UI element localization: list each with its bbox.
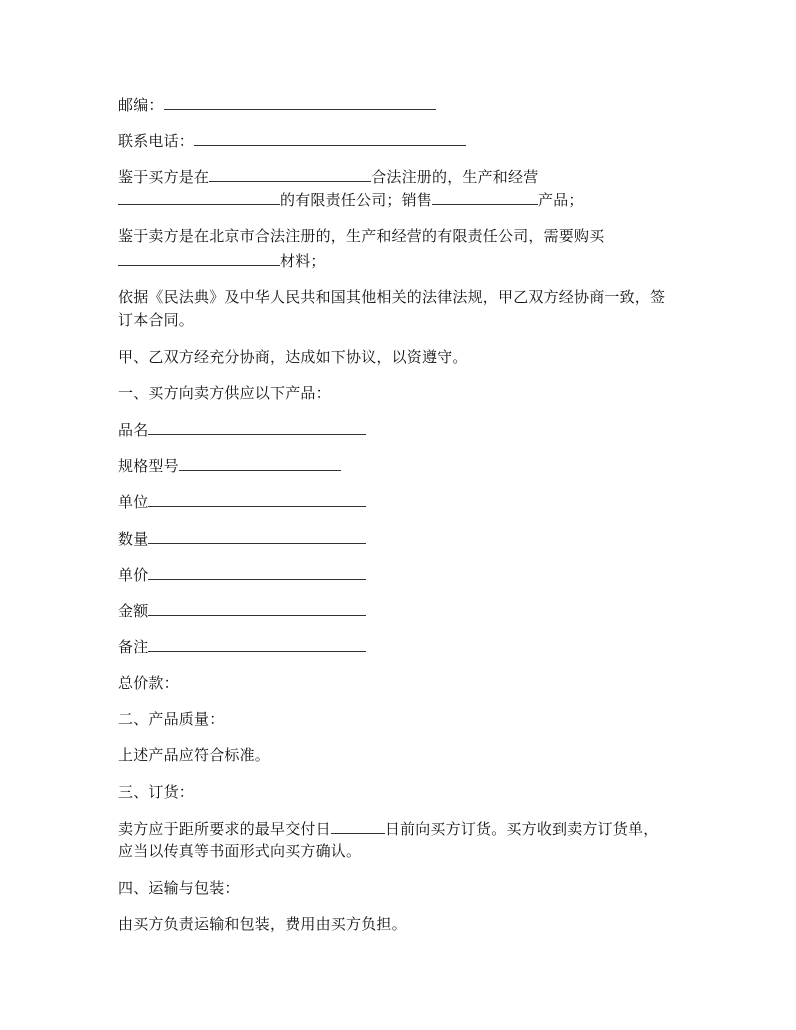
section-4-heading bbox=[118, 877, 680, 900]
section-2-heading bbox=[118, 708, 680, 731]
buyer-intro-text-d: 产品； bbox=[538, 191, 584, 209]
seller-material-blank[interactable] bbox=[118, 249, 280, 266]
seller-intro-text-a: 鉴于卖方是在北京市合法注册的，生产和经营的有限责任公司，需要购买 bbox=[118, 227, 605, 245]
order-days-blank[interactable] bbox=[331, 817, 385, 834]
basis-text-1: 依据《民法典》及中华人民共和国其他相关的法律法规，甲乙双方经协商一致，签 bbox=[118, 288, 666, 306]
basis-line-1 bbox=[118, 286, 680, 309]
total-label: 总价款： bbox=[118, 674, 179, 692]
basis-line-2 bbox=[118, 309, 680, 332]
quality-text: 上述产品应符合标准。 bbox=[118, 746, 271, 764]
quality-line bbox=[118, 744, 680, 767]
item-note-label: 备注 bbox=[118, 638, 149, 656]
buyer-intro-text-c: 的有限责任公司；销售 bbox=[280, 191, 433, 209]
item-name-label: 品名 bbox=[118, 421, 149, 439]
seller-intro-line-1 bbox=[118, 225, 680, 248]
order-text-2: 应当以传真等书面形式向买方确认。 bbox=[118, 842, 362, 860]
section-3-heading bbox=[118, 781, 680, 804]
postcode-label: 邮编： bbox=[118, 96, 164, 114]
item-spec-label: 规格型号 bbox=[118, 457, 179, 475]
transport-line bbox=[118, 913, 680, 936]
section-2-text: 二、产品质量： bbox=[118, 710, 225, 728]
item-price-line bbox=[118, 563, 680, 587]
buyer-intro-line-2 bbox=[118, 188, 680, 212]
phone-blank[interactable] bbox=[194, 129, 466, 146]
seller-intro-line-2 bbox=[118, 249, 680, 273]
section-4-text: 四、运输与包装： bbox=[118, 879, 240, 897]
item-qty-label: 数量 bbox=[118, 530, 149, 548]
phone-label: 联系电话： bbox=[118, 132, 195, 150]
phone-line bbox=[118, 129, 680, 153]
buyer-intro-text-b: 合法注册的，生产和经营 bbox=[371, 168, 539, 186]
item-unit-line bbox=[118, 490, 680, 514]
buyer-intro-text-a: 鉴于买方是在 bbox=[118, 168, 210, 186]
buyer-business-blank[interactable] bbox=[118, 188, 280, 205]
basis-text-2: 订本合同。 bbox=[118, 311, 195, 329]
section-1-heading bbox=[118, 382, 680, 405]
item-amount-blank[interactable] bbox=[148, 599, 366, 616]
item-amount-line bbox=[118, 599, 680, 623]
buyer-intro-line-1 bbox=[118, 165, 680, 189]
agreement-text: 甲、乙双方经充分协商，达成如下协议，以资遵守。 bbox=[118, 348, 468, 366]
agreement-line bbox=[118, 346, 680, 369]
item-unit-blank[interactable] bbox=[148, 490, 366, 507]
order-text-b: 日前向买方订货。买方收到卖方订货单， bbox=[384, 820, 659, 838]
section-1-text: 一、买方向卖方供应以下产品： bbox=[118, 384, 331, 402]
postcode-blank[interactable] bbox=[164, 93, 436, 110]
item-price-blank[interactable] bbox=[148, 563, 366, 580]
order-text-a: 卖方应于距所要求的最早交付日 bbox=[118, 820, 331, 838]
seller-intro-text-b: 材料； bbox=[280, 252, 326, 270]
item-note-blank[interactable] bbox=[148, 635, 366, 652]
item-amount-label: 金额 bbox=[118, 602, 149, 620]
item-note-line bbox=[118, 635, 680, 659]
item-name-line bbox=[118, 418, 680, 442]
item-qty-blank[interactable] bbox=[148, 527, 366, 544]
order-line-1 bbox=[118, 817, 680, 841]
item-name-blank[interactable] bbox=[148, 418, 366, 435]
item-spec-line bbox=[118, 454, 680, 478]
item-spec-blank[interactable] bbox=[179, 454, 341, 471]
postcode-line bbox=[118, 93, 680, 117]
total-line bbox=[118, 672, 680, 695]
item-qty-line bbox=[118, 527, 680, 551]
buyer-product-blank[interactable] bbox=[432, 188, 538, 205]
transport-text: 由买方负责运输和包装，费用由买方负担。 bbox=[118, 915, 407, 933]
section-3-text: 三、订货： bbox=[118, 783, 195, 801]
order-line-2 bbox=[118, 840, 680, 863]
item-price-label: 单价 bbox=[118, 566, 149, 584]
buyer-location-blank[interactable] bbox=[209, 165, 371, 182]
item-unit-label: 单位 bbox=[118, 493, 149, 511]
